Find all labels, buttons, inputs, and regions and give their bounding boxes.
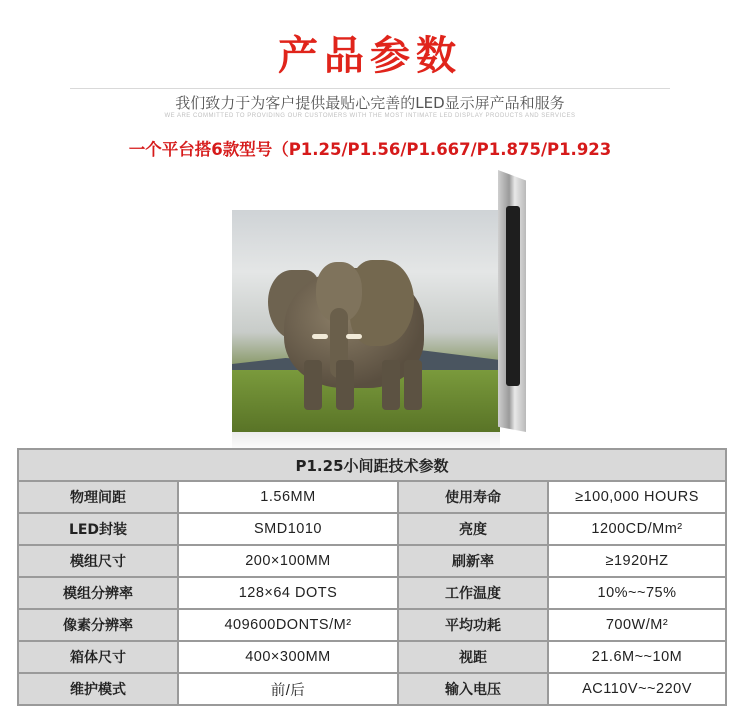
spec-label: 像素分辨率 (18, 609, 178, 641)
spec-label: 使用寿命 (398, 481, 548, 513)
elephant-tusk-right (346, 334, 362, 339)
spec-value: 200×100MM (178, 545, 398, 577)
table-row (18, 641, 726, 673)
led-panel-elephant-image (228, 168, 538, 452)
spec-value: 前/后 (178, 673, 398, 705)
page-title: 产品参数 (278, 33, 462, 79)
models-line: 一个平台搭6款型号（P1.25/P1.56/P1.667/P1.875/P1.923 (128, 140, 612, 159)
spec-value: 128×64 DOTS (178, 577, 398, 609)
elephant-leg (336, 360, 354, 410)
table-row (18, 577, 726, 609)
subtitle: 我们致力于为客户提供最贴心完善的LED显示屏产品和服务 (175, 94, 565, 112)
spec-value: 10%~~75% (548, 577, 726, 609)
spec-value: 1200CD/Mm² (548, 513, 726, 545)
spec-value: SMD1010 (178, 513, 398, 545)
spec-label: 视距 (398, 641, 548, 673)
subtitle-english: WE ARE COMMITTED TO PROVIDING OUR CUSTOMERS WITH THE MOST INTIMATE LED DISPLAY PRODUCTS AND SERVICES (164, 113, 576, 119)
spec-label: 箱体尺寸 (18, 641, 178, 673)
spec-label: 平均功耗 (398, 609, 548, 641)
spec-label: LED封装 (18, 513, 178, 545)
table-row (18, 513, 726, 545)
spec-table-body (18, 481, 726, 705)
spec-value: ≥1920HZ (548, 545, 726, 577)
spec-label: 模组尺寸 (18, 545, 178, 577)
subtitle-divider (70, 88, 670, 113)
spec-label: 输入电压 (398, 673, 548, 705)
spec-label: 模组分辨率 (18, 577, 178, 609)
spec-value: 400×300MM (178, 641, 398, 673)
elephant-leg (404, 360, 422, 410)
spec-value: 21.6M~~10M (548, 641, 726, 673)
spec-table-heading: P1.25小间距技术参数 (18, 449, 726, 481)
table-row (18, 545, 726, 577)
spec-value: 1.56MM (178, 481, 398, 513)
cabinet-handle (506, 206, 520, 386)
spec-label: 维护模式 (18, 673, 178, 705)
spec-table (17, 448, 727, 706)
spec-label: 工作温度 (398, 577, 548, 609)
table-row (18, 481, 726, 513)
spec-value: 700W/M² (548, 609, 726, 641)
spec-value: ≥100,000 HOURS (548, 481, 726, 513)
elephant-leg (304, 360, 322, 410)
table-row (18, 673, 726, 705)
spec-label: 物理间距 (18, 481, 178, 513)
spec-value: AC110V~~220V (548, 673, 726, 705)
elephant-tusk-left (312, 334, 328, 339)
table-row (18, 609, 726, 641)
spec-value: 409600DONTS/M² (178, 609, 398, 641)
elephant-leg (382, 360, 400, 410)
spec-label: 亮度 (398, 513, 548, 545)
led-screen (232, 210, 500, 432)
spec-label: 刷新率 (398, 545, 548, 577)
